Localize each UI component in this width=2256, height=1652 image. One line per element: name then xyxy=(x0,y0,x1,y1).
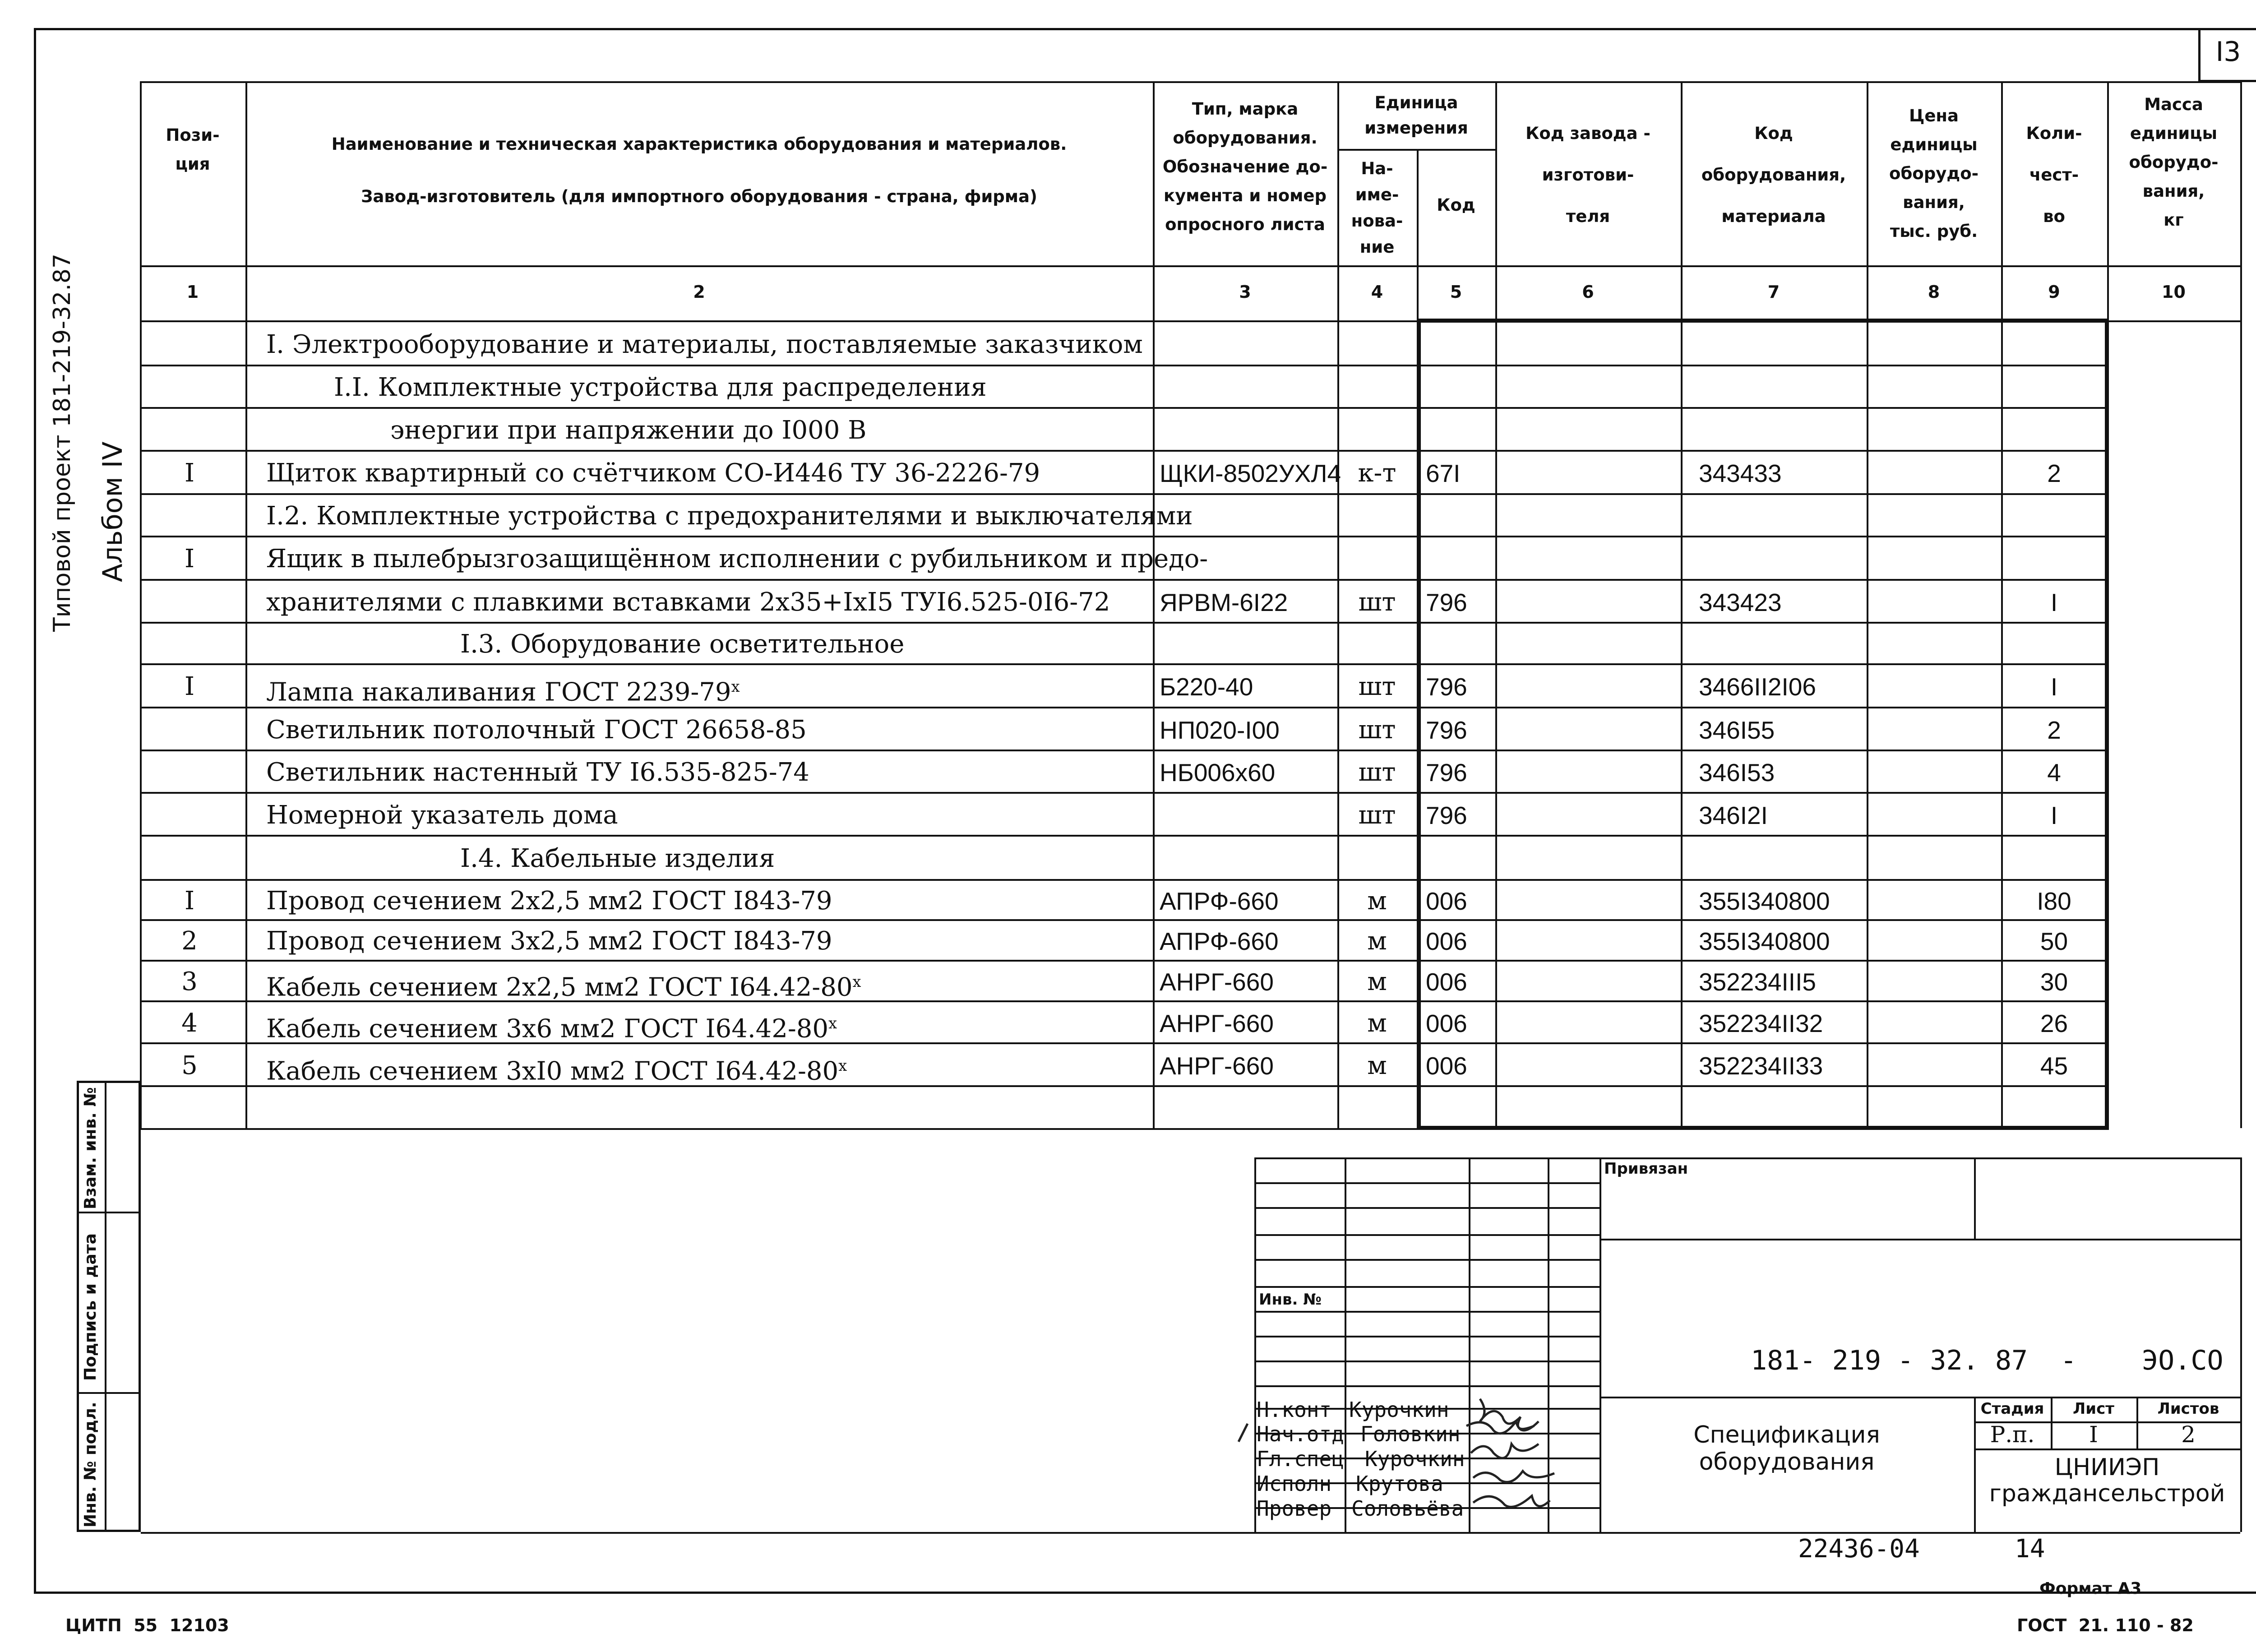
role-4: Исполн xyxy=(1257,1472,1332,1496)
row-name: I.3. Оборудование осветительное xyxy=(460,629,905,659)
role-1: Н.конт xyxy=(1257,1397,1332,1422)
row-quantity: I xyxy=(2050,801,2058,829)
row-type-mark: ЩКИ-8502УХЛ4 xyxy=(1160,459,1341,487)
archive-number: 22436-04 xyxy=(1798,1534,1920,1564)
row-quantity: 50 xyxy=(2040,927,2068,955)
row-name: Светильник настенный ТУ I6.535-825-74 xyxy=(266,758,809,787)
row-position: I xyxy=(184,672,195,701)
row-quantity: 2 xyxy=(2047,716,2061,744)
row-material-code: 343423 xyxy=(1699,588,1782,616)
row-unit-code: 796 xyxy=(1426,716,1467,744)
stage-value: Р.п. xyxy=(1990,1421,2035,1448)
stage-label: Стадия xyxy=(1980,1400,2044,1418)
stamp-label-replace: Взам. инв. № xyxy=(81,1087,100,1209)
sheet-label: Лист xyxy=(2073,1400,2114,1418)
col-number-6: 6 xyxy=(1582,282,1594,302)
organization-line2: граждансельстрой xyxy=(1989,1480,2225,1507)
row-name-superscript: х xyxy=(828,1014,837,1032)
row-name: Кабель сечением 3х6 мм2 ГОСТ $I64.42-80^х$ xyxy=(266,1014,837,1044)
row-unit-name: шт xyxy=(1358,587,1396,617)
col-number-2: 2 xyxy=(693,282,705,302)
row-name: I.4. Кабельные изделия xyxy=(460,844,775,873)
row-type-mark: АНРГ-660 xyxy=(1160,1051,1274,1080)
row-quantity: 4 xyxy=(2047,759,2061,787)
row-unit-code: 006 xyxy=(1426,887,1467,915)
project-label: Типовой проект 181-219-32.87 xyxy=(49,253,76,632)
col-number-8: 8 xyxy=(1928,282,1940,302)
row-position: I xyxy=(184,886,195,916)
hdr-equipment-code: Код оборудования, материала xyxy=(1701,124,1846,226)
role-2: Нач.отд xyxy=(1257,1422,1344,1446)
row-unit-code: 796 xyxy=(1426,801,1467,829)
hdr-quantity: Коли- чест- во xyxy=(2026,124,2082,226)
row-name: Лампа накаливания ГОСТ $2239-79^х$ xyxy=(266,677,740,707)
row-name: Провод сечением 3х2,5 мм2 ГОСТ I843-79 xyxy=(266,926,832,956)
hdr-mass: Масса единицы оборудо- вания, кг xyxy=(2129,95,2219,230)
col-number-5: 5 xyxy=(1450,282,1462,302)
hdr-name-line1: Наименование и техническая характеристика оборудования и материалов. xyxy=(331,134,1067,154)
row-unit-name: к-т xyxy=(1358,458,1396,488)
album-label: Альбом IV xyxy=(97,441,129,582)
row-unit-code: 006 xyxy=(1426,1051,1467,1080)
row-material-code: 352234II33 xyxy=(1699,1051,1823,1080)
name-4: Крутова xyxy=(1356,1472,1443,1496)
organization-line1: ЦНИИЭП xyxy=(2054,1454,2160,1481)
row-unit-code: 006 xyxy=(1426,927,1467,955)
row-name: I.2. Комплектные устройства с предохранителями и выключателями xyxy=(266,501,1193,531)
row-quantity: I80 xyxy=(2037,887,2071,915)
row-name: Кабель сечением 2х2,5 мм2 ГОСТ $I64.42-80^х$ xyxy=(266,972,861,1002)
row-name: энергии при напряжении до I000 В xyxy=(390,415,867,445)
row-unit-name: шт xyxy=(1358,800,1396,830)
row-type-mark: АПРФ-660 xyxy=(1160,927,1279,955)
row-position: 2 xyxy=(181,926,198,956)
col-number-7: 7 xyxy=(1767,282,1780,302)
row-position: 5 xyxy=(181,1050,198,1080)
left-footer-code: ЦИТП 55 12103 xyxy=(65,1615,229,1635)
document-title-line2: оборудования xyxy=(1699,1448,1875,1476)
row-unit-name: шт xyxy=(1358,758,1396,787)
row-type-mark: НБ006х60 xyxy=(1160,759,1276,787)
row-material-code: 346I2I xyxy=(1699,801,1768,829)
row-quantity: 26 xyxy=(2040,1009,2068,1037)
stamp-label-signature: Подпись и дата xyxy=(81,1233,100,1381)
row-position: 3 xyxy=(181,967,198,996)
row-material-code: 343433 xyxy=(1699,459,1782,487)
row-unit-code: 796 xyxy=(1426,673,1467,701)
hdr-unit-code: Код xyxy=(1437,195,1475,215)
row-material-code: 352234III5 xyxy=(1699,968,1816,996)
row-material-code: 355I340800 xyxy=(1699,927,1830,955)
name-1: Курочкин xyxy=(1349,1397,1449,1422)
col-number-10: 10 xyxy=(2162,282,2186,302)
sheet-number-corner: I3 xyxy=(2215,36,2241,68)
row-unit-name: м xyxy=(1367,967,1387,996)
row-material-code: 346I53 xyxy=(1699,759,1775,787)
row-quantity: 2 xyxy=(2047,459,2061,487)
hdr-unit-name: На- име- нова- ние xyxy=(1351,159,1403,257)
row-unit-code: 796 xyxy=(1426,759,1467,787)
row-position: I xyxy=(184,544,195,574)
row-position: I xyxy=(184,458,195,488)
name-5: Соловьёва xyxy=(1351,1496,1464,1521)
row-unit-name: шт xyxy=(1358,672,1396,701)
col-number-9: 9 xyxy=(2048,282,2060,302)
inventory-label: Инв. № xyxy=(1259,1291,1322,1309)
sheet-value: I xyxy=(2089,1421,2098,1448)
row-position: 4 xyxy=(181,1008,198,1038)
row-name: Провод сечением 2х2,5 мм2 ГОСТ I843-79 xyxy=(266,886,832,916)
row-unit-name: шт xyxy=(1358,715,1396,745)
row-quantity: 30 xyxy=(2040,968,2068,996)
row-unit-name: м xyxy=(1367,1050,1387,1080)
hdr-unit-group: Единица измерения xyxy=(1364,93,1468,138)
sheets-label: Листов xyxy=(2157,1400,2219,1418)
format-label: Формат А3 xyxy=(2039,1579,2142,1598)
col-number-1: 1 xyxy=(186,282,199,302)
privyazan-label: Привязан xyxy=(1604,1160,1688,1178)
row-type-mark: АНРГ-660 xyxy=(1160,968,1274,996)
document-title-line1: Спецификация xyxy=(1693,1421,1880,1448)
stamp-label-inventory: Инв. № подл. xyxy=(81,1402,100,1527)
row-name-superscript: х xyxy=(731,678,740,695)
row-name: хранителями с плавкими вставками 2х35+IхI5 ТУI6.525-0I6-72 xyxy=(266,587,1110,617)
sheets-value: 2 xyxy=(2181,1421,2196,1448)
hdr-factory-code: Код завода - изготови- теля xyxy=(1526,124,1650,226)
row-type-mark: АПРФ-660 xyxy=(1160,887,1279,915)
row-type-mark: ЯРВМ-6I22 xyxy=(1160,588,1288,616)
col-number-3: 3 xyxy=(1239,282,1251,302)
document-code: 181- 219 - 32. 87 - ЭО.СО xyxy=(1751,1345,2224,1376)
row-material-code: 346I55 xyxy=(1699,716,1775,744)
row-material-code: 355I340800 xyxy=(1699,887,1830,915)
row-name: Кабель сечением 3хI0 мм2 ГОСТ $I64.42-80^х$ xyxy=(266,1056,847,1086)
row-unit-code: 796 xyxy=(1426,588,1467,616)
hdr-position: Пози- ция xyxy=(166,125,220,174)
page-number: 14 xyxy=(2015,1534,2045,1564)
hdr-name-line2: Завод-изготовитель (для импортного оборудования - страна, фирма) xyxy=(361,187,1037,206)
hdr-price: Цена единицы оборудо- вания, тыс. руб. xyxy=(1889,106,1979,241)
row-name: Ящик в пылебрызгозащищённом исполнении с рубильником и предо- xyxy=(266,544,1208,574)
row-unit-name: м xyxy=(1367,1008,1387,1038)
row-unit-name: м xyxy=(1367,926,1387,956)
row-material-code: 352234II32 xyxy=(1699,1009,1823,1037)
row-name: Номерной указатель дома xyxy=(266,800,618,830)
row-unit-code: 67I xyxy=(1426,459,1461,487)
gost-footer: ГОСТ 21. 110 - 82 xyxy=(2017,1615,2194,1635)
row-name: Щиток квартирный со счётчиком СО-И446 ТУ 36-2226-79 xyxy=(266,458,1040,488)
row-name-superscript: х xyxy=(852,973,861,990)
row-material-code: 3466II2I06 xyxy=(1699,673,1816,701)
row-name: I. Электрооборудование и материалы, поставляемые заказчиком xyxy=(266,330,1143,359)
name-2: Головкин xyxy=(1360,1422,1461,1446)
row-name: I.I. Комплектные устройства для распределения xyxy=(334,373,987,402)
signatures-image xyxy=(1227,1390,1570,1534)
row-unit-code: 006 xyxy=(1426,1009,1467,1037)
row-unit-code: 006 xyxy=(1426,968,1467,996)
row-name-superscript: х xyxy=(838,1056,847,1074)
row-quantity: I xyxy=(2050,588,2058,616)
row-unit-name: м xyxy=(1367,886,1387,916)
row-type-mark: НП020-I00 xyxy=(1160,716,1280,744)
hdr-type: Тип, марка оборудования. Обозначение до- кумента и номер опросного листа xyxy=(1162,99,1328,234)
row-type-mark: Б220-40 xyxy=(1160,673,1253,701)
row-quantity: I xyxy=(2050,673,2058,701)
row-name: Светильник потолочный ГОСТ 26658-85 xyxy=(266,715,807,745)
col-number-4: 4 xyxy=(1371,282,1383,302)
role-5: Провер xyxy=(1257,1496,1332,1521)
row-quantity: 45 xyxy=(2040,1051,2068,1080)
role-3: Гл.спец xyxy=(1257,1447,1344,1471)
row-type-mark: АНРГ-660 xyxy=(1160,1009,1274,1037)
name-3: Курочкин xyxy=(1365,1447,1465,1471)
